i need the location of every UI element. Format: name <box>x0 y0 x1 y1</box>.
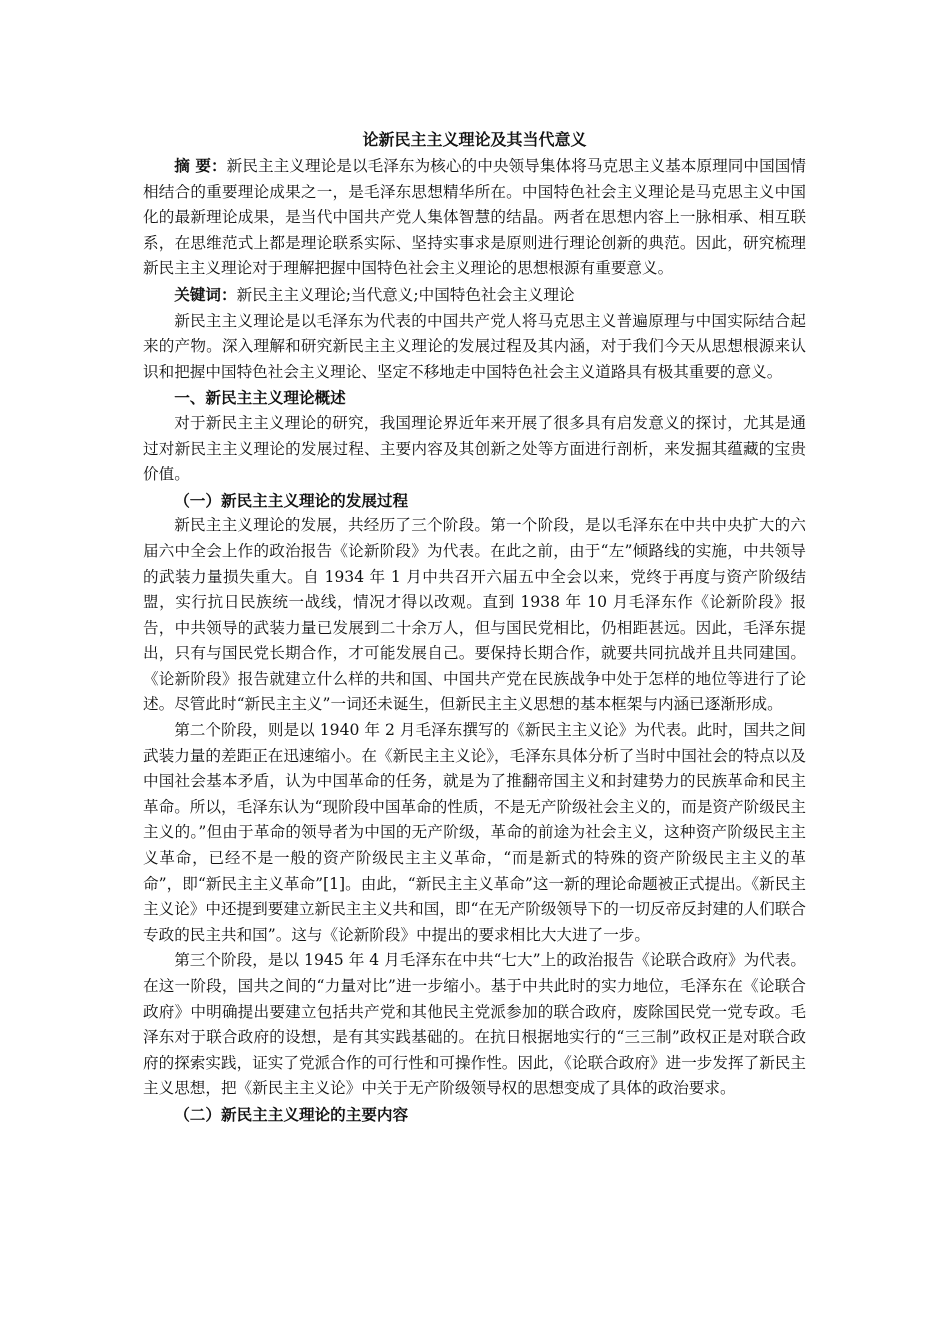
section-heading-1: 一、新民主主义理论概述 <box>174 388 346 408</box>
body-paragraph-stage-1: 新民主主义理论的发展，共经历了三个阶段。第一个阶段，是以毛泽东在中共中央扩大的六届六中全会上作的政治报告《论新阶段》为代表。在此之前，由于“左”倾路线的实施，中共领导的武装力量损失重大。自 1934 年 1 月中共召开六届五中全会以来，党终于再度与资产阶级结盟，实行抗日民族统一战线，情况才得以改观。直到 1938 年 10 月毛泽东作《论新阶段》报告，中共领导的武装力量已发展到二十余万人，但与国民党相比，仍相距甚远。因此，毛泽东提出，只有与国民党长期合作，才可能发展自己。要保持长期合作，就要共同抗战并且共同建国。《论新阶段》报告就建立什么样的共和国、中国共产党在民族战争中处于怎样的地位等进行了论述。尽管此时“新民主主义”一词还未诞生，但新民主主义思想的基本框架与内涵已逐渐形成。 <box>143 516 806 714</box>
body-paragraph-stage-3: 第三个阶段，是以 1945 年 4 月毛泽东在中共“七大”上的政治报告《论联合政府》为代表。在这一阶段，国共之间的“力量对比”进一步缩小。基于中共此时的实力地位，毛泽东在《论联合政府》中明确提出要建立包括共产党和其他民主党派参加的联合政府，废除国民党一党专政。毛泽东对于联合政府的设想，是有其实践基础的。在抗日根据地实行的“三三制”政权正是对联合政府的探索实践，证实了党派合作的可行性和可操作性。因此，《论联合政府》进一步发挥了新民主主义思想，把《新民主主义论》中关于无产阶级领导权的思想变成了具体的政治要求。 <box>143 951 806 1098</box>
intro-paragraph: 新民主主义理论是以毛泽东为代表的中国共产党人将马克思主义普遍原理与中国实际结合起来的产物。深入理解和研究新民主主义理论的发展过程及其内涵，对于我们今天从思想根源来认识和把握中国特色社会主义理论、坚定不移地走中国特色社会主义道路具有极其重要的意义。 <box>143 311 806 381</box>
abstract-paragraph <box>143 153 806 282</box>
keywords-paragraph <box>143 282 806 309</box>
subsection-heading-2: （二）新民主主义理论的主要内容 <box>174 1104 409 1124</box>
abstract-label: 摘 要： <box>174 156 227 175</box>
subsection-heading-1: （一）新民主主义理论的发展过程 <box>174 490 409 510</box>
document-page <box>143 127 806 1128</box>
keywords-text: 新民主主义理论;当代意义;中国特色社会主义理论 <box>236 285 575 304</box>
keywords-label: 关键词： <box>174 284 237 304</box>
section1-intro-paragraph: 对于新民主主义理论的研究，我国理论界近年来开展了很多具有启发意义的探讨，尤其是通过对新民主主义理论的发展过程、主要内容及其创新之处等方面进行剖析，来发掘其蕴藏的宝贵价值。 <box>143 413 806 484</box>
document-title: 论新民主主义理论及其当代意义 <box>362 130 587 149</box>
abstract-text: 新民主主义理论是以毛泽东为核心的中央领导集体将马克思主义基本原理同中国国情相结合的重要理论成果之一，是毛泽东思想精华所在。中国特色社会主义理论是马克思主义中国化的最新理论成果，是当代中国共产党人集体智慧的结晶。两者在思想内容上一脉相承、相互联系，在思维范式上都是理论联系实际、坚持实事求是原则进行理论创新的典范。因此，研究梳理新民主主义理论对于理解把握中国特色社会主义理论的思想根源有重要意义。 <box>143 157 806 278</box>
body-paragraph-stage-2: 第二个阶段，则是以 1940 年 2 月毛泽东撰写的《新民主主义论》为代表。此时，国共之间武装力量的差距正在迅速缩小。在《新民主主义论》，毛泽东具体分析了当时中国社会的特点以及中国社会基本矛盾，认为中国革命的任务，就是为了推翻帝国主义和封建势力的民族革命和民主革命。所以，毛泽东认为“现阶段中国革命的性质，不是无产阶级社会主义的，而是资产阶级民主主义的。”但由于革命的领导者为中国的无产阶级，革命的前途为社会主义，这种资产阶级民主主义革命，已经不是一般的资产阶级民主主义革命，“而是新式的特殊的资产阶级民主主义的革命”，即“新民主主义革命”[1]。由此，“新民主主义革命”这一新的理论命题被正式提出。《新民主主义论》中还提到要建立新民主主义共和国，即“在无产阶级领导下的一切反帝反封建的人们联合专政的民主共和国”。这与《论新阶段》中提出的要求相比大大进了一步。 <box>143 721 806 944</box>
